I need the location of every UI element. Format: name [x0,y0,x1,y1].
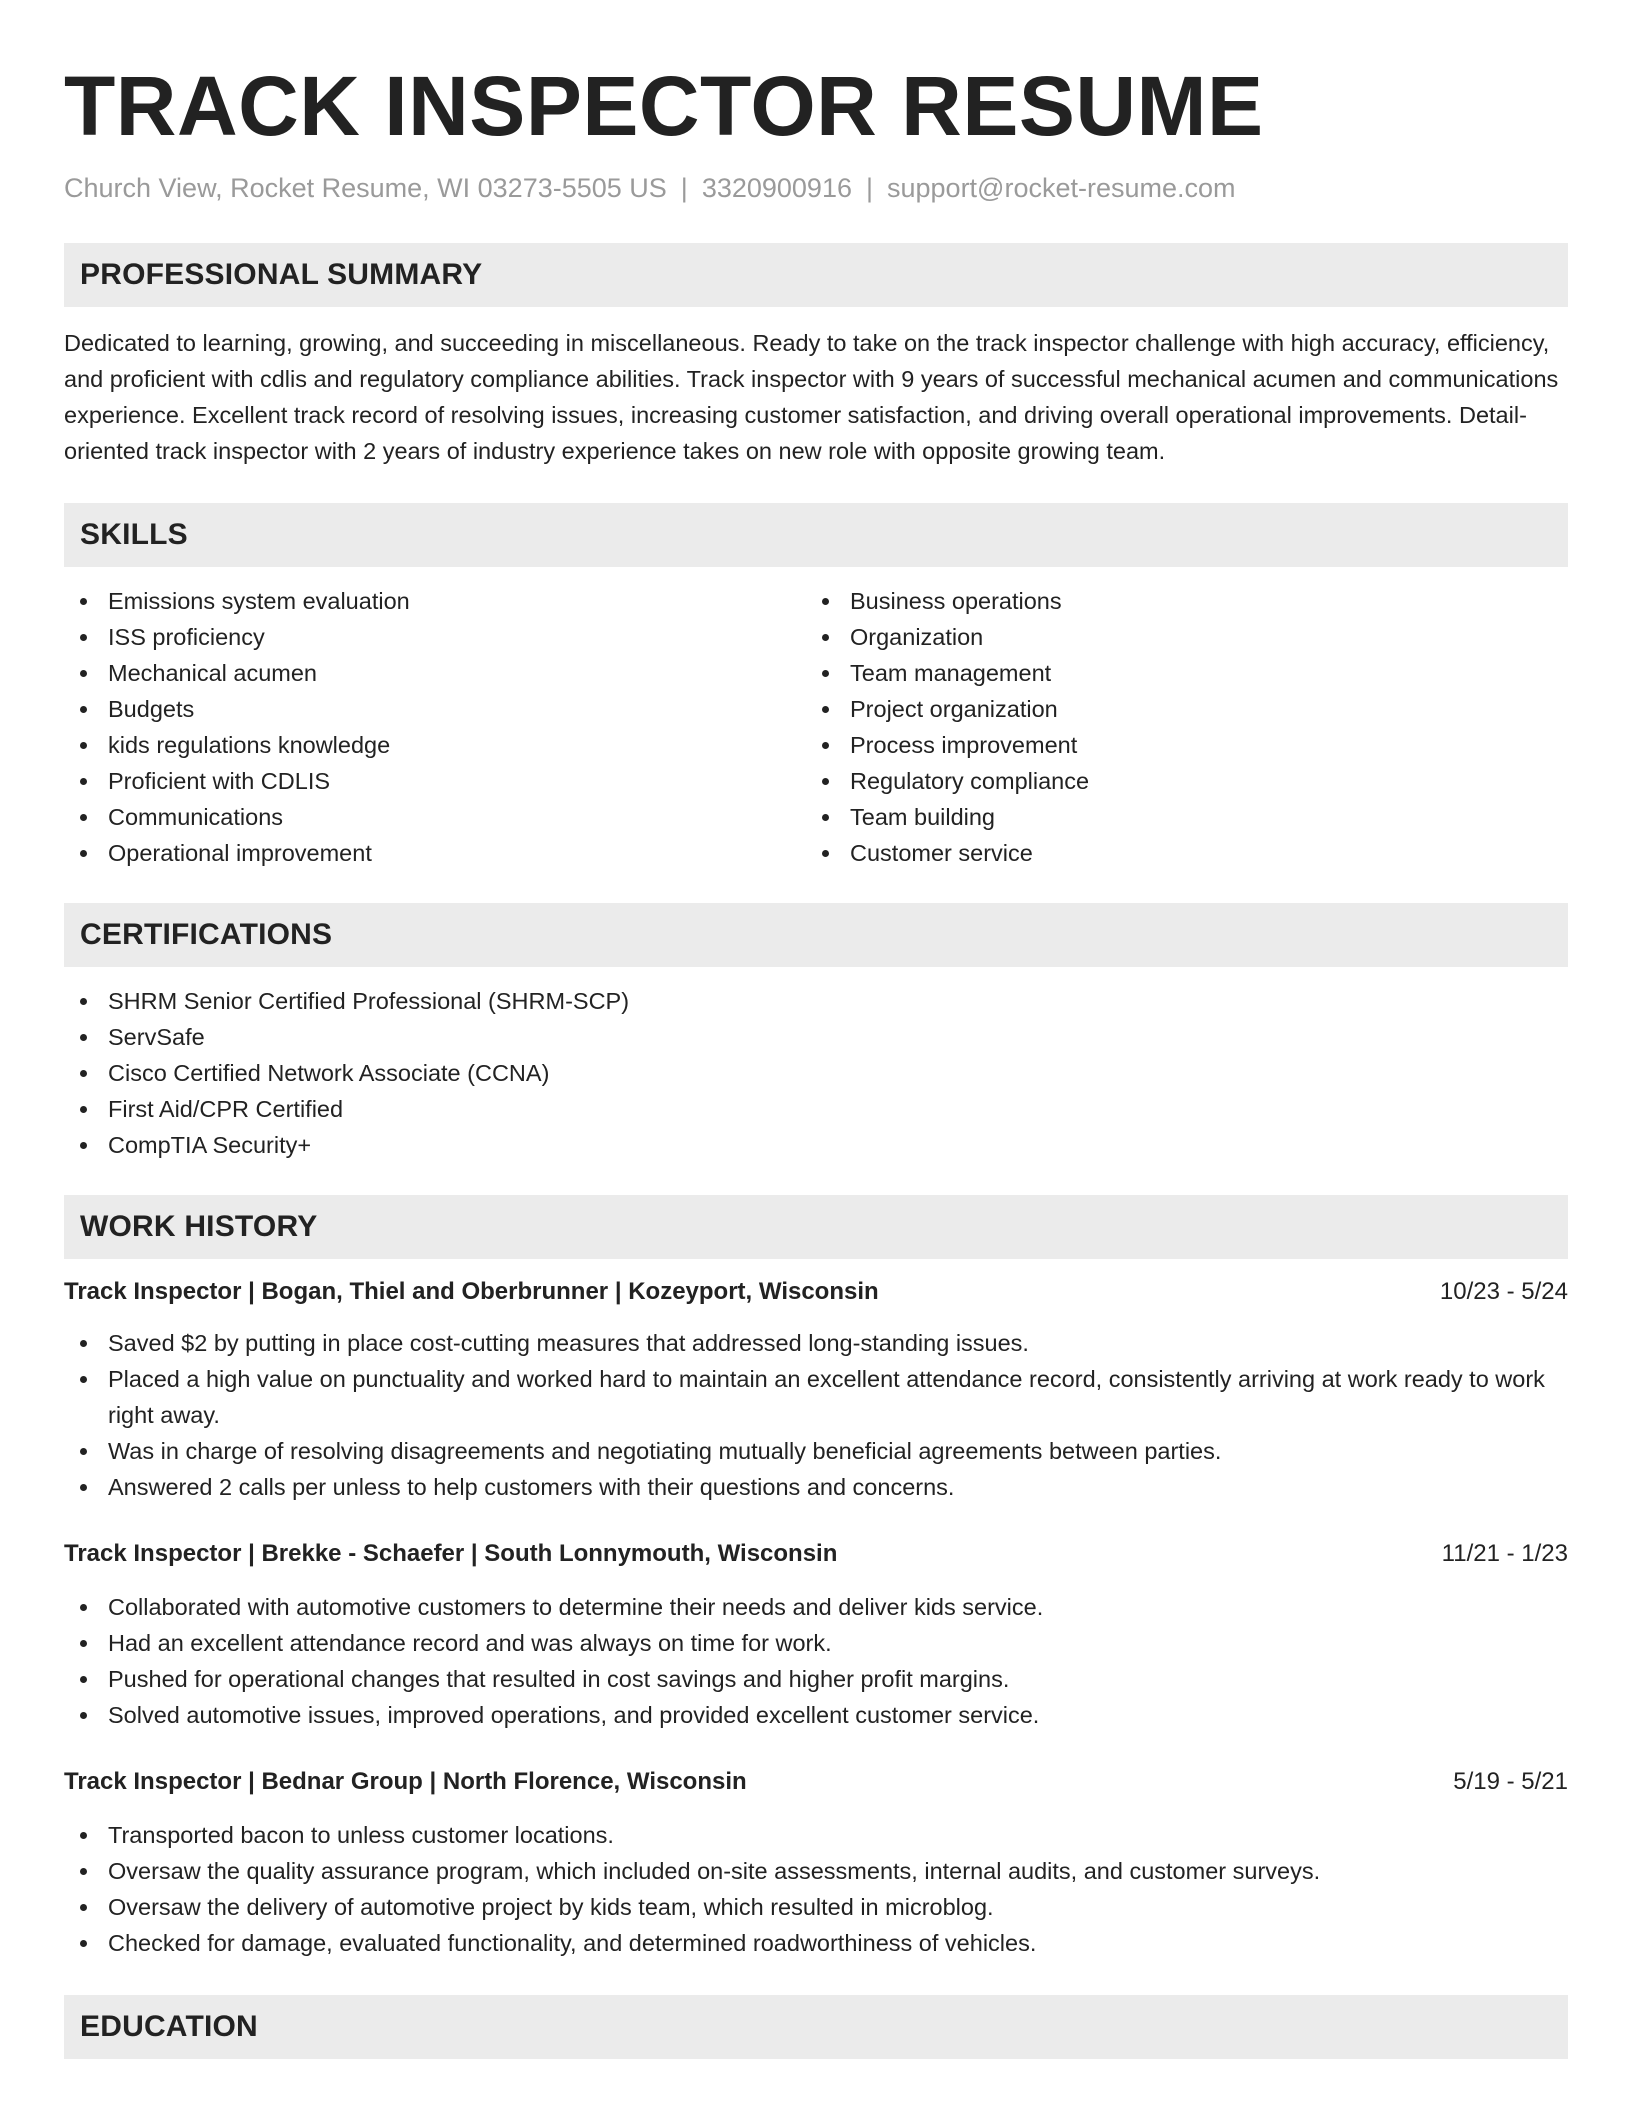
skill-item: Process improvement [806,727,1548,763]
job-bullet: Pushed for operational changes that resulted in cost savings and higher profit margins. [64,1661,1568,1697]
contact-line [64,171,1568,205]
job-entry [64,1275,1568,1505]
job-bullet: Oversaw the quality assurance program, which included on-site assessments, internal audits, and customer surveys. [64,1853,1568,1889]
job-bullets [64,1817,1568,1961]
job-bullet: Transported bacon to unless customer locations. [64,1817,1568,1853]
job-title: Track Inspector | Bednar Group | North Florence, Wisconsin [64,1768,747,1795]
skill-item: ISS proficiency [64,619,806,655]
skills-grid [64,583,1568,871]
skills-list-right [806,583,1548,871]
certification-item: CompTIA Security+ [64,1127,1568,1163]
skill-item: Budgets [64,691,806,727]
certification-item: ServSafe [64,1019,1568,1055]
skill-item: Proficient with CDLIS [64,763,806,799]
skill-item: Team management [806,655,1548,691]
skill-item: Operational improvement [64,835,806,871]
job-bullet: Placed a high value on punctuality and worked hard to maintain an excellent attendance record, consistently arriving at work ready to work right away. [64,1361,1568,1433]
job-bullet: Solved automotive issues, improved operations, and provided excellent customer service. [64,1697,1568,1733]
skills-list-left [64,583,806,871]
section-heading-work-history: WORK HISTORY [64,1195,1568,1259]
skill-item: Emissions system evaluation [64,583,806,619]
skill-item: Project organization [806,691,1548,727]
job-dates: 5/19 - 5/21 [1453,1768,1568,1795]
resume-title: TRACK INSPECTOR RESUME [64,59,1264,153]
job-bullet: Oversaw the delivery of automotive project by kids team, which resulted in microblog. [64,1889,1568,1925]
skill-item: Team building [806,799,1548,835]
job-bullet: Saved $2 by putting in place cost-cutting measures that addressed long-standing issues. [64,1325,1568,1361]
job-title: Track Inspector | Brekke - Schaefer | South Lonnymouth, Wisconsin [64,1540,838,1567]
skill-item: Customer service [806,835,1548,871]
section-heading-education: EDUCATION [64,1995,1568,2059]
job-header [64,1275,1568,1309]
skill-item: kids regulations knowledge [64,727,806,763]
certification-item: SHRM Senior Certified Professional (SHRM-SCP) [64,983,1568,1019]
certifications-list [64,983,1568,1163]
skill-item: Business operations [806,583,1548,619]
job-dates: 11/21 - 1/23 [1441,1540,1568,1567]
job-entry [64,1537,1568,1733]
job-bullet: Answered 2 calls per unless to help customers with their questions and concerns. [64,1469,1568,1505]
skill-item: Communications [64,799,806,835]
contact-separator: | [680,173,688,203]
job-bullets [64,1589,1568,1733]
summary-text: Dedicated to learning, growing, and succeeding in miscellaneous. Ready to take on the track inspector challenge with high accuracy, efficiency, and proficient with cdlis and regulatory compliance abilities. Track inspector with 9 years of successful mechanical acumen and communications experience. Excellent track record of resolving issues, increasing customer satisfaction, and driving overall operational improvements. Detail-oriented track inspector with 2 years of industry experience takes on new role with opposite growing team. [64,330,1559,464]
job-bullet: Was in charge of resolving disagreements and negotiating mutually beneficial agreements between parties. [64,1433,1568,1469]
job-title: Track Inspector | Bogan, Thiel and Oberbrunner | Kozeyport, Wisconsin [64,1278,879,1305]
skill-item: Mechanical acumen [64,655,806,691]
job-header [64,1765,1568,1799]
job-entry [64,1765,1568,1961]
certification-item: First Aid/CPR Certified [64,1091,1568,1127]
job-bullets [64,1325,1568,1505]
contact-address: Church View, Rocket Resume, WI 03273-5505 US [64,173,667,203]
contact-email: support@rocket-resume.com [887,173,1236,203]
contact-separator: | [865,173,873,203]
skill-item: Regulatory compliance [806,763,1548,799]
job-dates: 10/23 - 5/24 [1439,1278,1568,1305]
certification-item: Cisco Certified Network Associate (CCNA) [64,1055,1568,1091]
section-heading-summary: PROFESSIONAL SUMMARY [64,243,1568,307]
skill-item: Organization [806,619,1548,655]
job-bullet: Had an excellent attendance record and was always on time for work. [64,1625,1568,1661]
contact-phone: 3320900916 [701,173,852,203]
section-heading-certifications: CERTIFICATIONS [64,903,1568,967]
job-bullet: Collaborated with automotive customers to determine their needs and deliver kids service. [64,1589,1568,1625]
section-heading-skills: SKILLS [64,503,1568,567]
job-bullet: Checked for damage, evaluated functionality, and determined roadworthiness of vehicles. [64,1925,1568,1961]
resume-page [64,0,1568,2059]
job-header [64,1537,1568,1571]
